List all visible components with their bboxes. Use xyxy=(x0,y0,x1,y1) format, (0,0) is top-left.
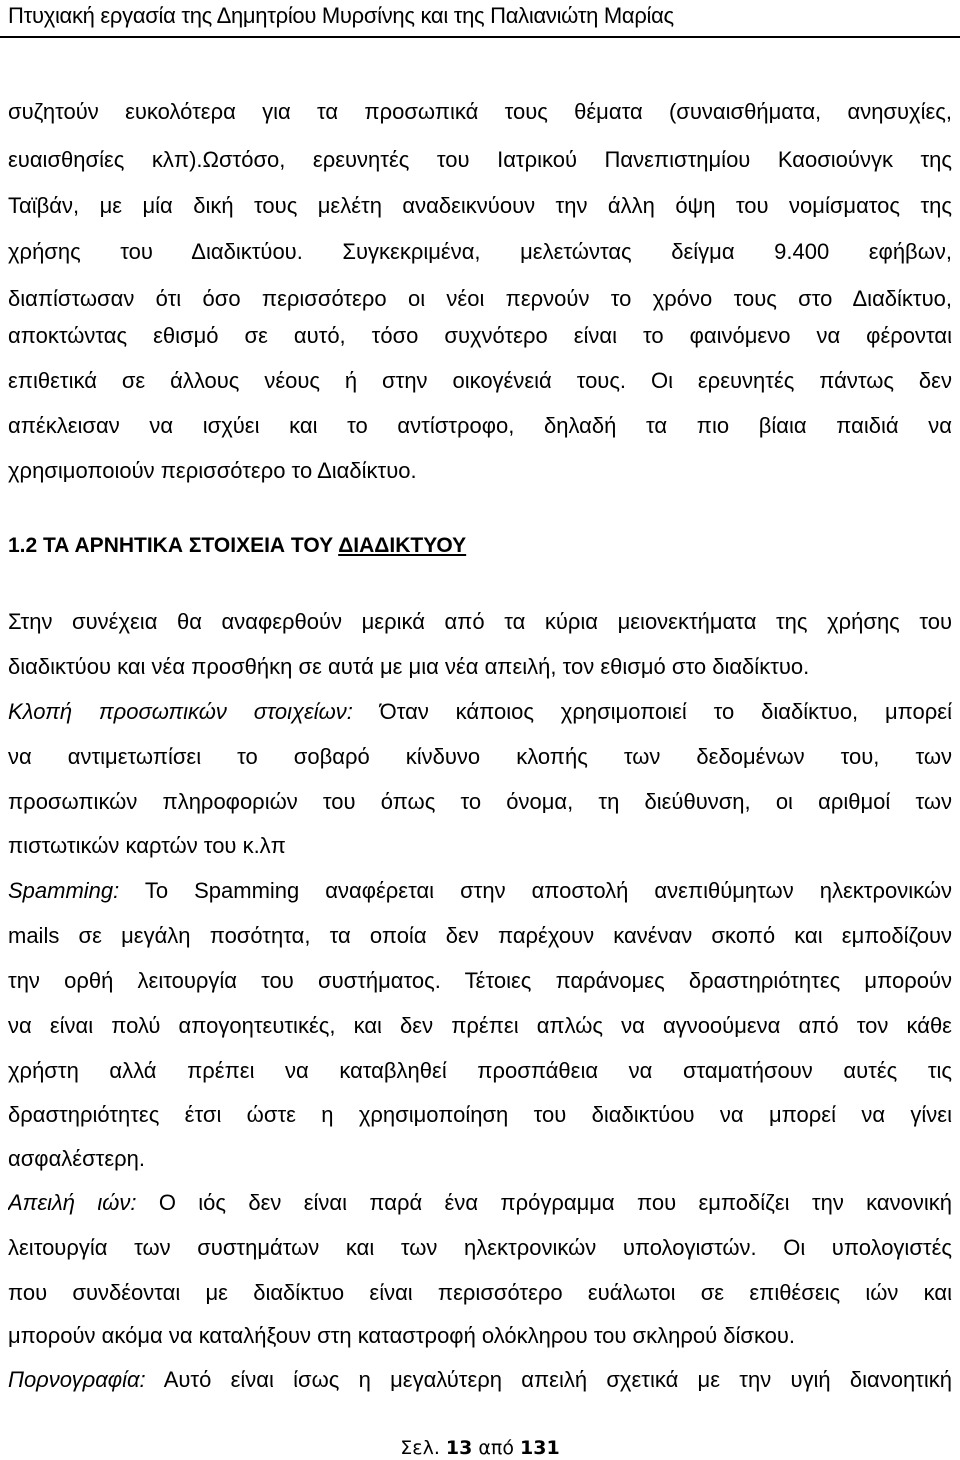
identity-theft-text: Όταν κάποιος χρησιμοποιεί το διαδίκτυο, μπορεί xyxy=(352,699,952,724)
section-title-underlined: ΔΙΑΔΙΚΤΥΟΥ xyxy=(338,534,467,557)
spamming-term: Spamming: xyxy=(8,878,120,903)
header-divider xyxy=(0,36,960,38)
document-header-title: Πτυχιακή εργασία της Δημητρίου Μυρσίνης και της Παλιανιώτη Μαρίας xyxy=(8,3,674,28)
pornography-text: Αυτό είναι ίσως η μεγαλύτερη απειλή σχετικά με την υγιή διανοητική xyxy=(145,1367,952,1392)
page-total: 131 xyxy=(520,1437,560,1459)
paragraph-line: αποκτώντας εθισμό σε αυτό, τόσο συχνότερο είναι το φαινόμενο να φέρονται xyxy=(8,323,952,348)
paragraph-line: διαπίστωσαν ότι όσο περισσότερο οι νέοι περνούν το χρόνο τους στο Διαδίκτυο, xyxy=(8,286,952,311)
virus-threat-item xyxy=(8,1189,952,1217)
spamming-line: mails σε μεγάλη ποσότητα, τα οποία δεν παρέχουν κανέναν σκοπό και εμποδίζουν xyxy=(8,923,952,948)
section-title: ΤΑ ΑΡΝΗΤΙΚΑ ΣΤΟΙΧΕΙΑ ΤΟΥ xyxy=(43,534,339,557)
paragraph-line: επιθετικά σε άλλους νέους ή στην οικογένειά τους. Οι ερευνητές πάντως δεν xyxy=(8,368,952,393)
spamming-line: δραστηριότητες έτσι ώστε η χρησιμοποίηση του διαδικτύου να μπορεί να γίνει xyxy=(8,1102,952,1127)
virus-threat-line: μπορούν ακόμα να καταλήξουν στη καταστροφή ολόκληρου του σκληρού δίσκου. xyxy=(8,1323,796,1348)
paragraph-line: Ταϊβάν, με μία δική τους μελέτη αναδεικνύουν την άλλη όψη του νομίσματος της xyxy=(8,193,952,218)
virus-threat-text: Ο ιός δεν είναι παρά ένα πρόγραμμα που εμποδίζει την κανονική xyxy=(136,1190,952,1215)
virus-threat-term: Απειλή ιών: xyxy=(8,1190,137,1215)
paragraph-line: χρησιμοποιούν περισσότερο το Διαδίκτυο. xyxy=(8,458,417,483)
intro-line: Στην συνέχεια θα αναφερθούν μερικά από τα κύρια μειονεκτήματα της χρήσης του xyxy=(8,609,952,634)
pornography-item xyxy=(8,1366,952,1394)
identity-theft-line: πιστωτικών καρτών του κ.λπ xyxy=(8,833,286,858)
virus-threat-line: που συνδέονται με διαδίκτυο είναι περισσότερο ευάλωτοι σε επιθέσεις ιών και xyxy=(8,1280,952,1305)
virus-threat-line: λειτουργία των συστημάτων και των ηλεκτρονικών υπολογιστών. Οι υπολογιστές xyxy=(8,1235,952,1260)
page-number: 13 xyxy=(445,1437,473,1459)
spamming-line: να είναι πολύ απογοητευτικές, και δεν πρέπει απλώς να αγνοούμενα από τον κάθε xyxy=(8,1013,952,1038)
paragraph-line: χρήσης του Διαδικτύου. Συγκεκριμένα, μελετώντας δείγμα 9.400 εφήβων, xyxy=(8,239,952,264)
paragraph-line: συζητούν ευκολότερα για τα προσωπικά τους θέματα (συναισθήματα, ανησυχίες, xyxy=(8,99,952,124)
spamming-line: χρήστη αλλά πρέπει να καταβληθεί προσπάθεια να σταματήσουν αυτές τις xyxy=(8,1058,952,1083)
identity-theft-line: να αντιμετωπίσει το σοβαρό κίνδυνο κλοπής των δεδομένων του, των xyxy=(8,744,952,769)
identity-theft-line: προσωπικών πληροφοριών του όπως το όνομα, τη διεύθυνση, οι αριθμοί των xyxy=(8,789,952,814)
intro-line: διαδικτύου και νέα προσθήκη σε αυτά με μια νέα απειλή, τον εθισμό στο διαδίκτυο. xyxy=(8,654,810,679)
paragraph-line: απέκλεισαν να ισχύει και το αντίστροφο, δηλαδή τα πιο βίαια παιδιά να xyxy=(8,413,952,438)
paragraph-line: ευαισθησίες κλπ).Ωστόσο, ερευνητές του Ιατρικού Πανεπιστημίου Καοσιούνγκ της xyxy=(8,147,952,172)
identity-theft-item xyxy=(8,698,952,726)
spamming-line: ασφαλέστερη. xyxy=(8,1146,146,1171)
identity-theft-term: Κλοπή προσωπικών στοιχείων: xyxy=(8,699,353,724)
page-prefix: Σελ. xyxy=(400,1437,446,1459)
page-of: από xyxy=(472,1437,521,1459)
page-footer xyxy=(0,1436,960,1460)
section-number: 1.2 xyxy=(8,534,44,557)
section-heading xyxy=(8,532,466,560)
spamming-item xyxy=(8,877,952,905)
pornography-term: Πορνογραφία: xyxy=(8,1367,146,1392)
spamming-line: την ορθή λειτουργία του συστήματος. Τέτοιες παράνομες δραστηριότητες μπορούν xyxy=(8,968,952,993)
spamming-text: To Spamming αναφέρεται στην αποστολή ανεπιθύμητων ηλεκτρονικών xyxy=(119,878,952,903)
